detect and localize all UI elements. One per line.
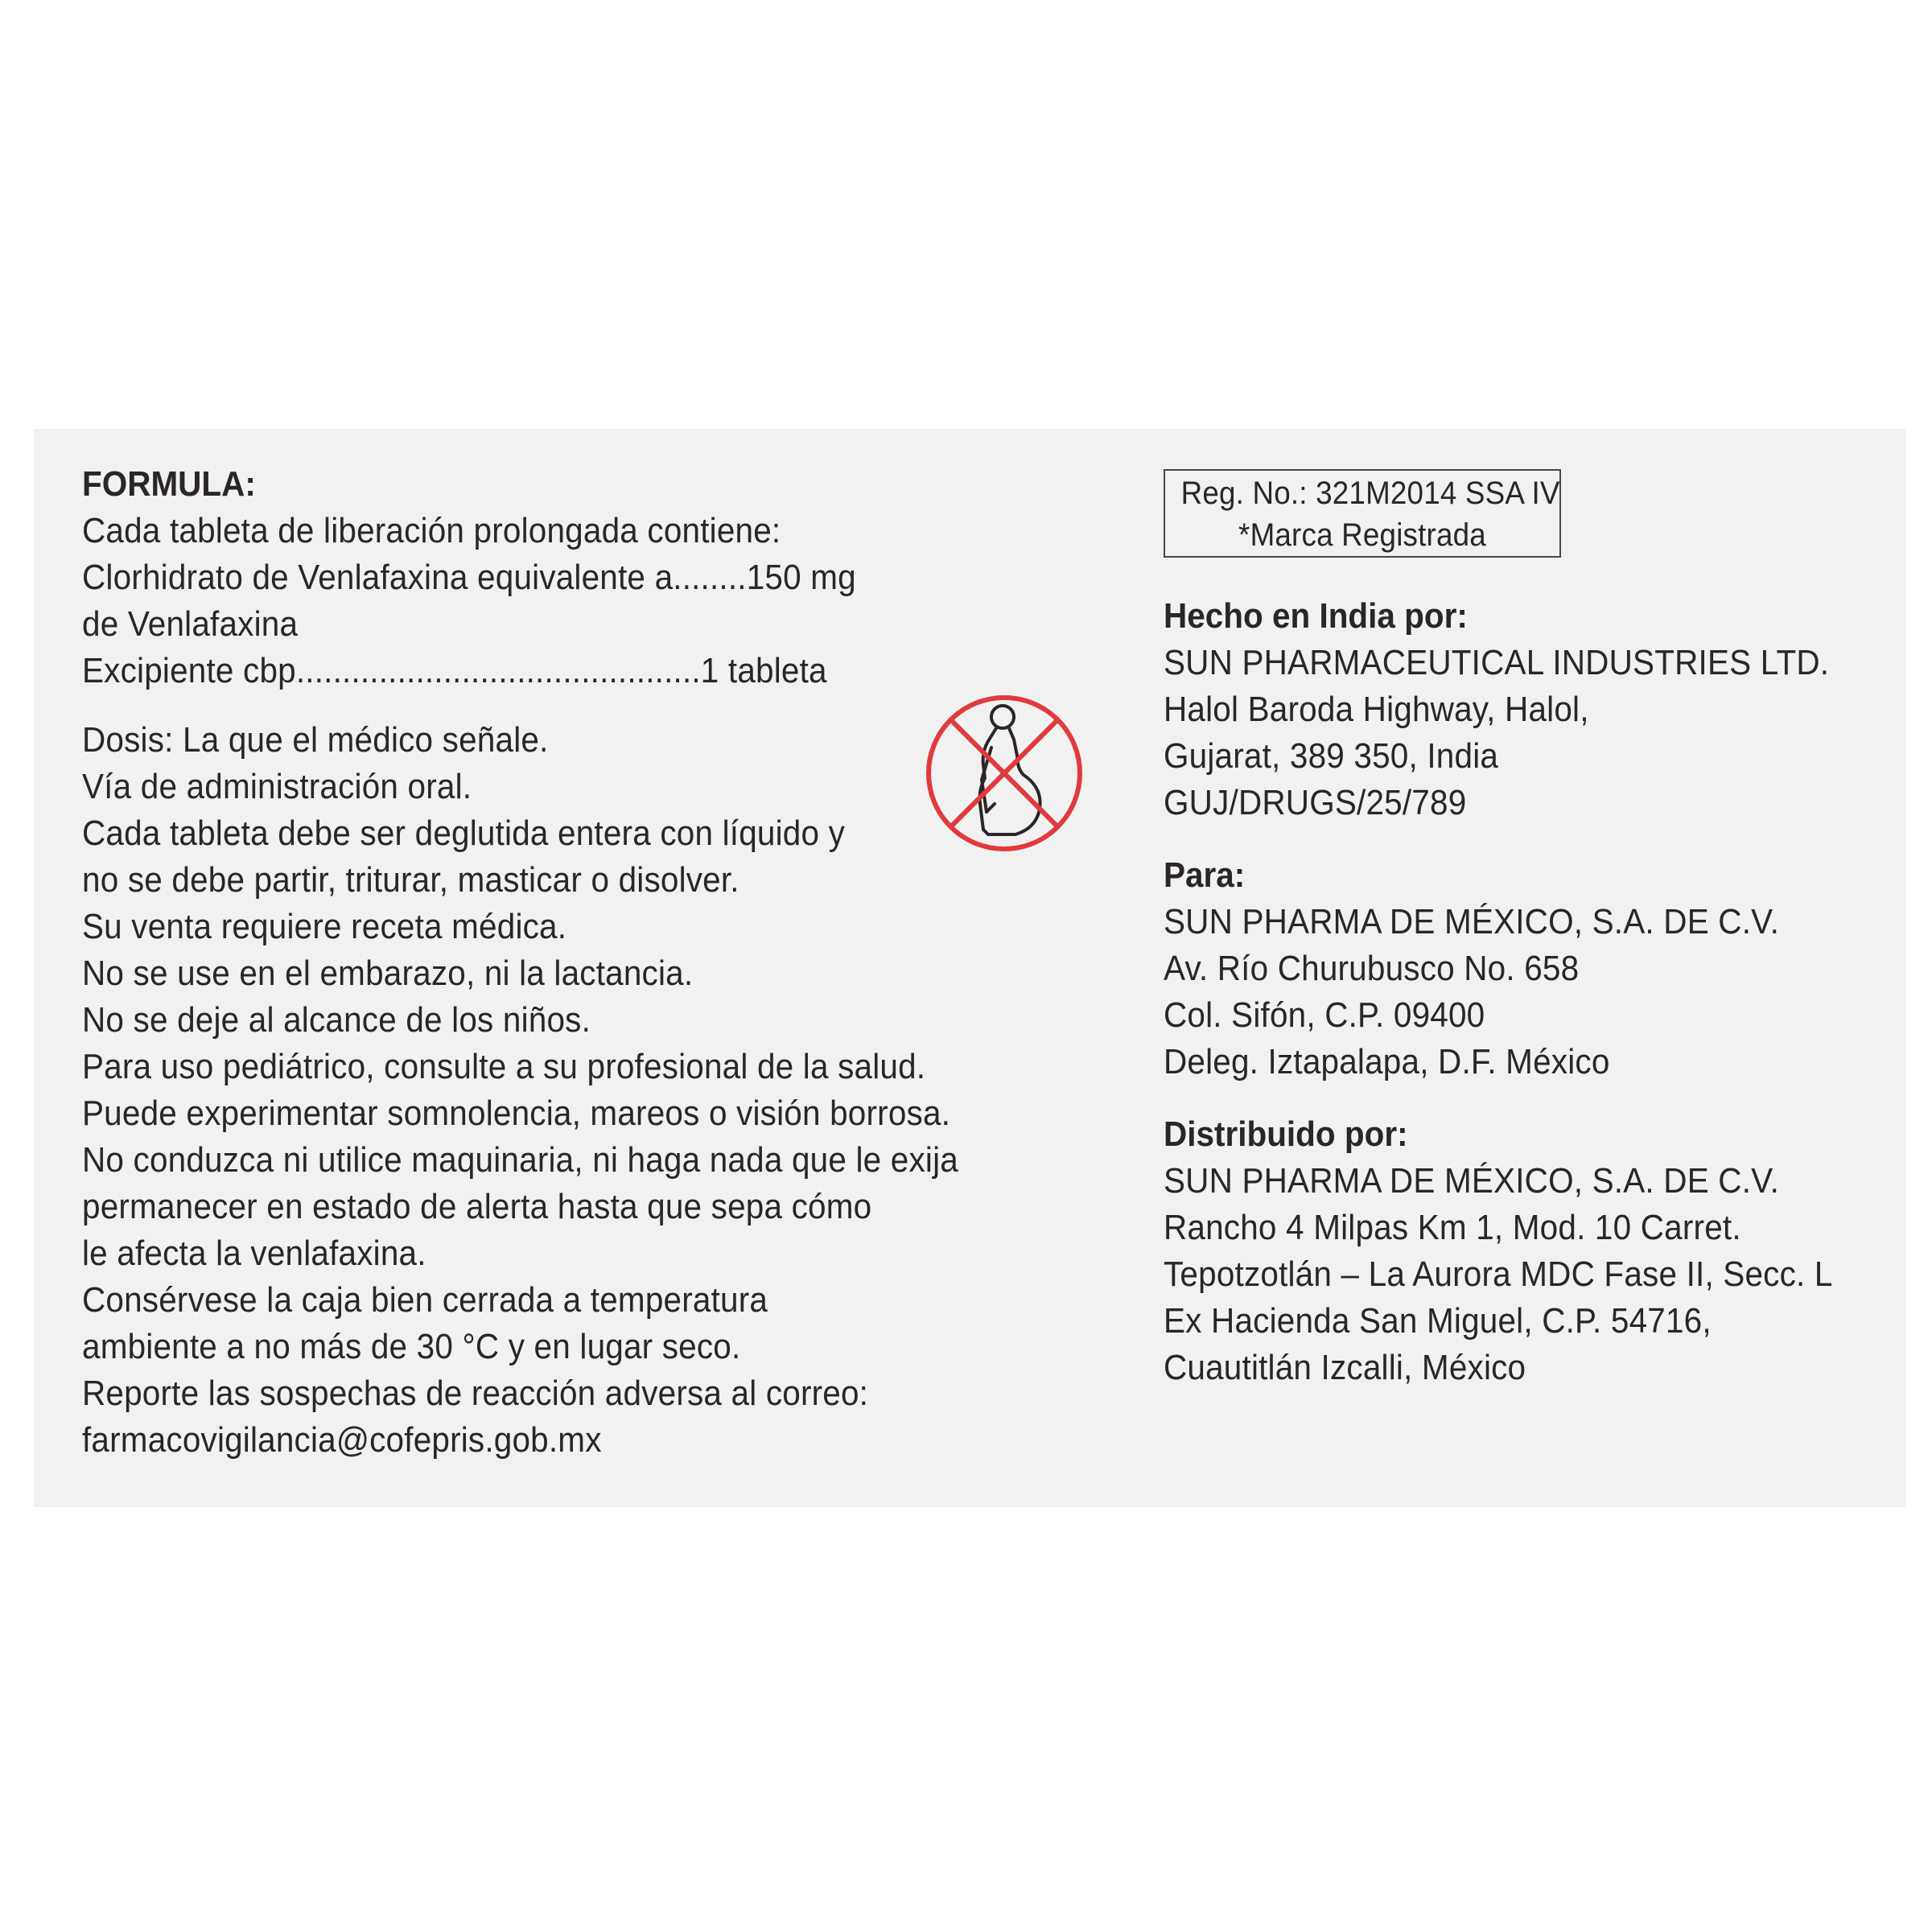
formula-line: Excipiente cbp............................................1 tableta xyxy=(82,651,827,690)
right-column xyxy=(1164,469,1888,1391)
instruction-line: Su venta requiere receta médica. xyxy=(82,907,567,946)
medicine-label-panel xyxy=(34,429,1905,1507)
instruction-line: No se deje al alcance de los niños. xyxy=(82,1000,591,1040)
for-company-line: Av. Río Churubusco No. 658 xyxy=(1164,949,1580,988)
formula-line: Clorhidrato de Venlafaxina equivalente a........150 mg xyxy=(82,558,856,597)
formula-line: Cada tableta de liberación prolongada contiene: xyxy=(82,511,781,550)
spacer xyxy=(1164,1085,1888,1111)
manufacturer-line: GUJ/DRUGS/25/789 xyxy=(1164,783,1467,822)
manufacturer-line: Gujarat, 389 350, India xyxy=(1164,736,1499,776)
manufacturer-heading: Hecho en India por: xyxy=(1164,596,1468,636)
instruction-line: Cada tableta debe ser deglutida entera con líquido y xyxy=(82,814,846,853)
spacer xyxy=(82,694,1032,717)
formula-heading: FORMULA: xyxy=(82,464,256,504)
trademark-note: *Marca Registrada xyxy=(1238,517,1486,553)
left-column xyxy=(82,461,1032,1464)
manufacturer-line: SUN PHARMACEUTICAL INDUSTRIES LTD. xyxy=(1164,643,1830,682)
instruction-line: No se use en el embarazo, ni la lactancia. xyxy=(82,954,694,993)
for-company-heading: Para: xyxy=(1164,855,1246,895)
instruction-line: Dosis: La que el médico señale. xyxy=(82,720,549,760)
spacer xyxy=(1164,826,1888,852)
distributor-heading: Distribuido por: xyxy=(1164,1114,1408,1154)
no-pregnancy-icon xyxy=(922,691,1086,855)
manufacturer-line: Halol Baroda Highway, Halol, xyxy=(1164,690,1589,729)
instruction-line: ambiente a no más de 30 °C y en lugar seco. xyxy=(82,1327,741,1366)
instruction-line: le afecta la venlafaxina. xyxy=(82,1234,426,1273)
distributor-line: Ex Hacienda San Miguel, C.P. 54716, xyxy=(1164,1301,1712,1341)
instruction-line: Consérvese la caja bien cerrada a temperatura xyxy=(82,1280,768,1320)
for-company-line: Col. Sifón, C.P. 09400 xyxy=(1164,995,1485,1035)
for-company-line: SUN PHARMA DE MÉXICO, S.A. DE C.V. xyxy=(1164,902,1780,941)
instruction-line: Puede experimentar somnolencia, mareos o visión borrosa. xyxy=(82,1094,951,1133)
registration-number: Reg. No.: 321M2014 SSA IV xyxy=(1180,476,1560,511)
instruction-line: Vía de administración oral. xyxy=(82,767,472,806)
distributor-line: Tepotzotlán – La Aurora MDC Fase II, Secc. L xyxy=(1164,1254,1833,1294)
pharmacovigilance-email: farmacovigilancia@cofepris.gob.mx xyxy=(82,1420,602,1460)
for-company-line: Deleg. Iztapalapa, D.F. México xyxy=(1164,1042,1610,1081)
formula-line: de Venlafaxina xyxy=(82,604,299,644)
distributor-line: SUN PHARMA DE MÉXICO, S.A. DE C.V. xyxy=(1164,1161,1780,1201)
instruction-line: Reporte las sospechas de reacción adversa al correo: xyxy=(82,1374,869,1413)
instruction-line: permanecer en estado de alerta hasta que sepa cómo xyxy=(82,1187,872,1226)
distributor-line: Rancho 4 Milpas Km 1, Mod. 10 Carret. xyxy=(1164,1208,1741,1247)
instruction-line: No conduzca ni utilice maquinaria, ni haga nada que le exija xyxy=(82,1140,958,1180)
distributor-line: Cuautitlán Izcalli, México xyxy=(1164,1348,1526,1387)
instruction-line: Para uso pediátrico, consulte a su profesional de la salud. xyxy=(82,1047,926,1086)
instruction-line: no se debe partir, triturar, masticar o disolver. xyxy=(82,860,739,900)
registration-box xyxy=(1164,469,1561,558)
